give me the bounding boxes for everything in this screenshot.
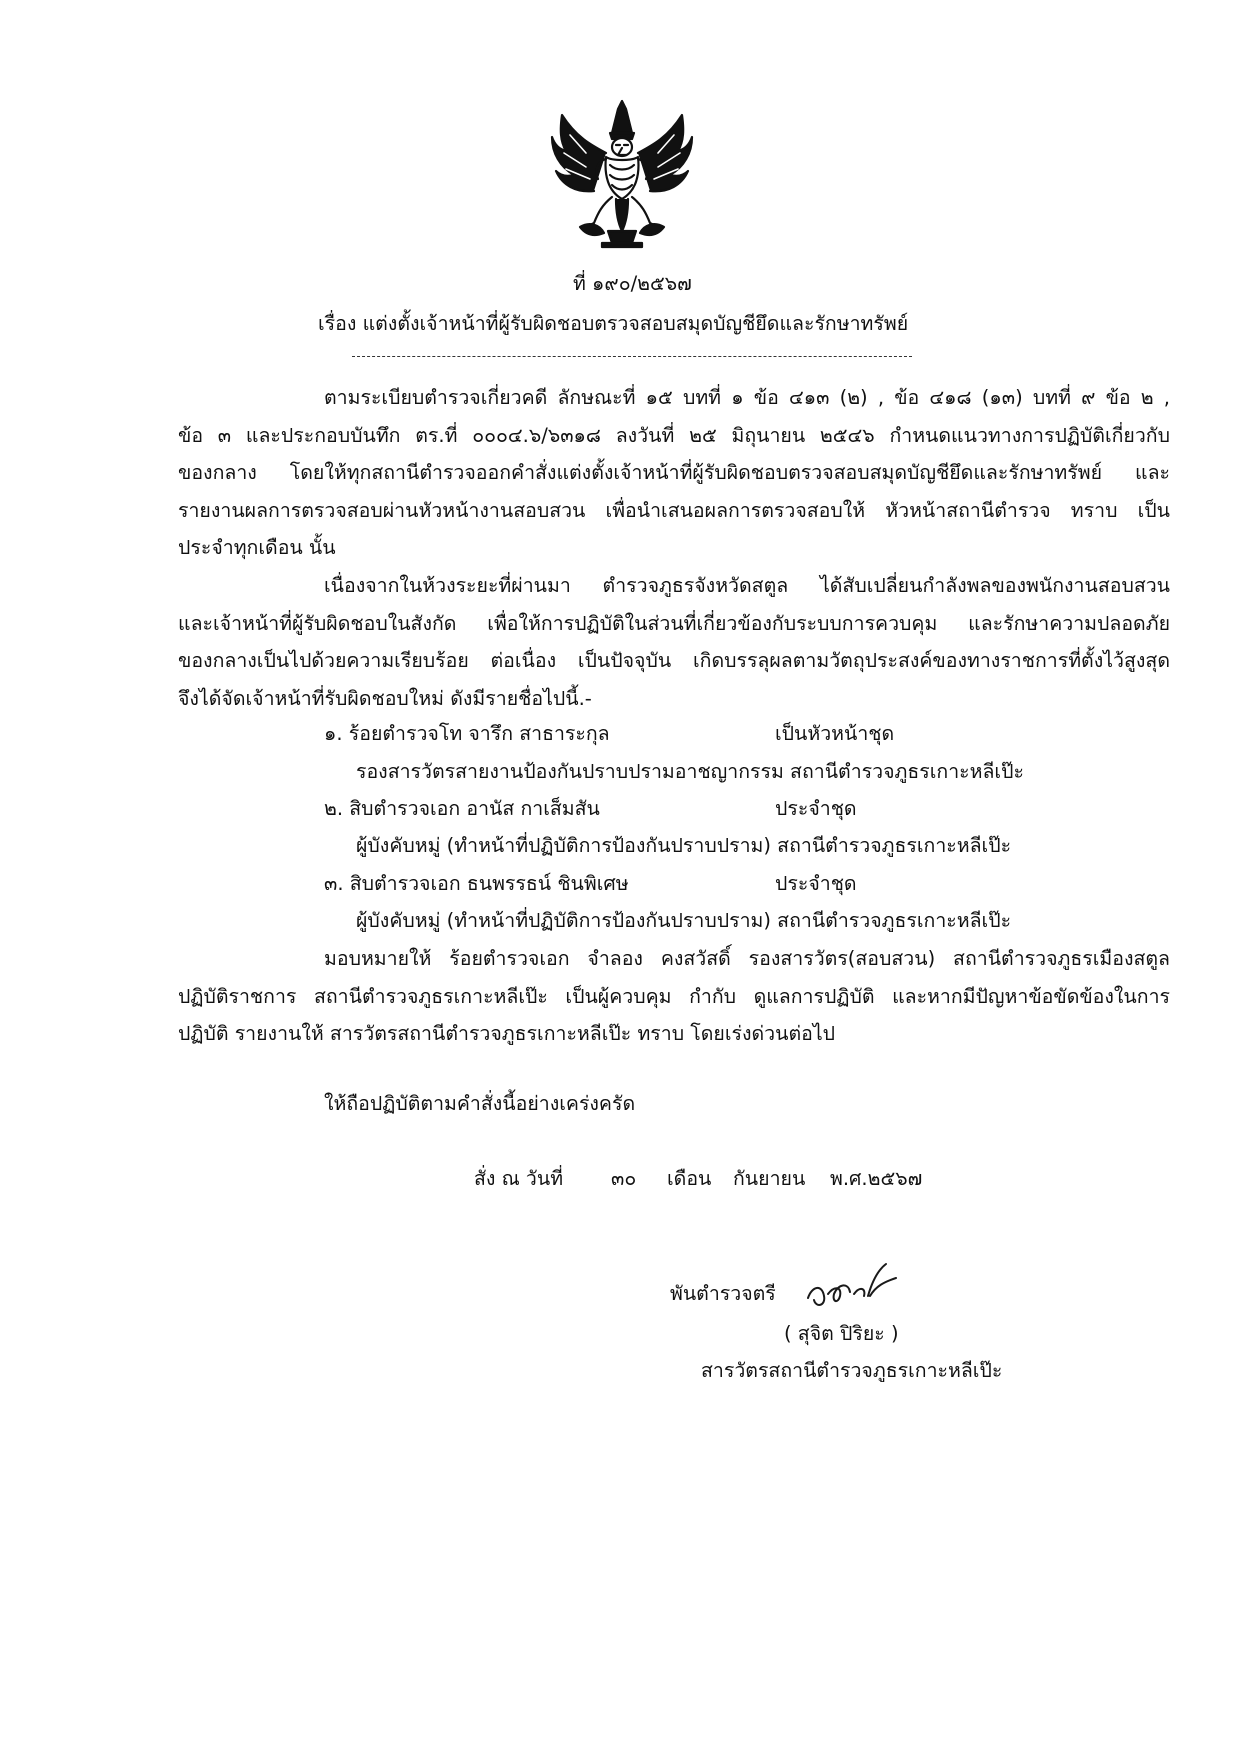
- date-year: พ.ศ.๒๕๖๗: [830, 1167, 923, 1190]
- paragraph-line: ประจำทุกเดือน นั้น: [178, 536, 336, 560]
- signer-name: ( สุจิต ปิริยะ ): [784, 1322, 899, 1345]
- paragraph-line: ปฏิบัติ รายงานให้ สารวัตรสถานีตำรวจภูธรเกาะหลีเป๊ะ ทราบ โดยเร่งด่วนต่อไป: [178, 1022, 836, 1046]
- member-1-position: รองสารวัตรสายงานป้องกันปราบปรามอาชญากรรม สถานีตำรวจภูธรเกาะหลีเป๊ะ: [356, 760, 1024, 783]
- date-day: ๓๐: [611, 1167, 637, 1190]
- paragraph-line: และเจ้าหน้าที่ผู้รับผิดชอบในสังกัด เพื่อให้การปฏิบัติในส่วนที่เกี่ยวข้องกับระบบการควบคุม และรักษาความปลอดภัย: [178, 611, 1170, 635]
- paragraph-assignment: [178, 940, 1170, 1053]
- paragraph-regulation: [178, 379, 1170, 567]
- paragraph-line: ข้อ ๓ และประกอบบันทึก ตร.ที่ ๐๐๐๔.๖/๖๓๑๘ ลงวันที่ ๒๕ มิถุนายน ๒๕๔๖ กำหนดแนวทางการปฏิบัติเกี่ยวกับ: [178, 423, 1170, 447]
- date-prefix: สั่ง ณ วันที่: [474, 1167, 564, 1190]
- member-2-role: ประจำชุด: [775, 797, 857, 820]
- member-2-position: ผู้บังคับหมู่ (ทำหน้าที่ปฏิบัติการป้องกันปราบปราม) สถานีตำรวจภูธรเกาะหลีเป๊ะ: [356, 834, 1012, 857]
- signer-rank: พันตำรวจตรี: [670, 1282, 776, 1305]
- order-subject: เรื่อง แต่งตั้งเจ้าหน้าที่ผู้รับผิดชอบตรวจสอบสมุดบัญชียึดและรักษาทรัพย์: [318, 312, 909, 335]
- member-3-role: ประจำชุด: [775, 872, 857, 895]
- member-3-name: ๓. สิบตำรวจเอก ธนพรรธน์ ชินพิเศษ: [324, 872, 629, 895]
- closing-instruction: ให้ถือปฏิบัติตามคำสั่งนี้อย่างเคร่งครัด: [324, 1092, 636, 1115]
- paragraph-line: จึงได้จัดเจ้าหน้าที่รับผิดชอบใหม่ ดังมีรายชื่อไปนี้.-: [178, 686, 592, 710]
- paragraph-line: ของกลาง โดยให้ทุกสถานีตำรวจออกคำสั่งแต่งตั้งเจ้าหน้าที่ผู้รับผิดชอบตรวจสอบสมุดบัญชียึดและรักษาทรัพย์ และ: [178, 461, 1170, 485]
- signer-title: สารวัตรสถานีตำรวจภูธรเกาะหลีเป๊ะ: [701, 1359, 1003, 1382]
- paragraph-line: รายงานผลการตรวจสอบผ่านหัวหน้างานสอบสวน เพื่อนำเสนอผลการตรวจสอบให้ หัวหน้าสถานีตำรวจ ทราบ เป็น: [178, 498, 1170, 522]
- handwritten-signature: [804, 1256, 904, 1316]
- member-2-name: ๒. สิบตำรวจเอก อานัส กาเส็มสัน: [324, 797, 600, 820]
- paragraph-line: ปฏิบัติราชการ สถานีตำรวจภูธรเกาะหลีเป๊ะ เป็นผู้ควบคุม กำกับ ดูแลการปฏิบัติ และหากมีปัญหาข้อขัดข้องในการ: [178, 984, 1170, 1008]
- date-month: กันยายน: [733, 1167, 806, 1190]
- paragraph-background: [178, 567, 1170, 717]
- order-number: ที่ ๑๙๐/๒๕๖๗: [573, 272, 692, 295]
- header-divider: [352, 356, 912, 357]
- date-month-label: เดือน: [667, 1167, 712, 1190]
- garuda-emblem-icon: [546, 95, 698, 251]
- member-3-position: ผู้บังคับหมู่ (ทำหน้าที่ปฏิบัติการป้องกันปราบปราม) สถานีตำรวจภูธรเกาะหลีเป๊ะ: [356, 909, 1012, 932]
- paragraph-line: มอบหมายให้ ร้อยตำรวจเอก จำลอง คงสวัสดิ์ รองสารวัตร(สอบสวน) สถานีตำรวจภูธรเมืองสตูล: [324, 947, 1170, 970]
- paragraph-line: เนื่องจากในห้วงระยะที่ผ่านมา ตำรวจภูธรจังหวัดสตูล ได้สับเปลี่ยนกำลังพลของพนักงานสอบสวน: [324, 574, 1170, 597]
- paragraph-line: ตามระเบียบตำรวจเกี่ยวคดี ลักษณะที่ ๑๕ บทที่ ๑ ข้อ ๔๑๓ (๒) , ข้อ ๔๑๘ (๑๓) บทที่ ๙ ข้อ ๒ ,: [324, 386, 1170, 409]
- member-1-role: เป็นหัวหน้าชุด: [775, 722, 895, 745]
- paragraph-line: ของกลางเป็นไปด้วยความเรียบร้อย ต่อเนื่อง เป็นปัจจุบัน เกิดบรรลุผลตามวัตถุประสงค์ของทางราชการที่ตั้งไว้สูงสุด: [178, 649, 1170, 673]
- member-1-name: ๑. ร้อยตำรวจโท จารึก สาธาระกุล: [324, 722, 610, 745]
